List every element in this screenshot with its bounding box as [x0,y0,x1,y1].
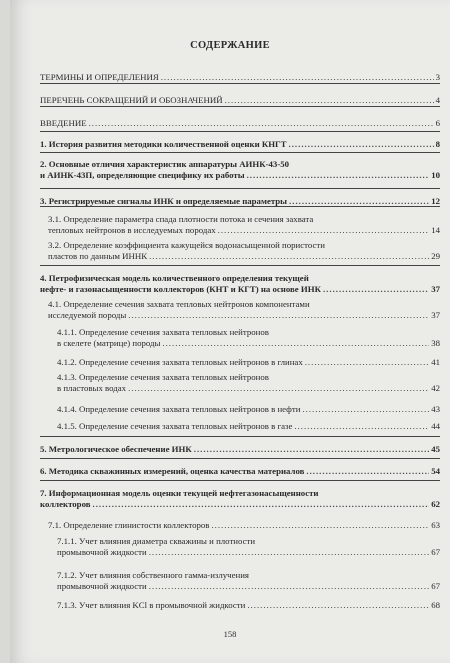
toc-entry [40,159,440,181]
toc-entry-text: 7.1.3. Учет влияния KCl в промывочной жидкости [57,600,246,610]
dot-leader [289,139,434,150]
section-divider [40,152,440,153]
toc-entry-text: 6. Методика скважинных измерений, оценка качества материалов [40,466,305,476]
toc-entry [48,240,440,262]
dot-leader [162,338,429,349]
toc-entry-text: 3.2. Определение коэффициента кажущейся водонасыщенной пористости [48,240,325,250]
toc-entry-text: 3. Регистрируемые сигналы ИНК и определяемые параметры [40,196,288,206]
toc-entry [40,139,440,150]
toc-page-number: 43 [431,404,440,414]
toc-entry-text: и АИНК-43П, определяющие специфику их работы [40,170,245,180]
toc-entry [57,372,440,394]
toc-page-number: 38 [431,338,440,348]
toc-page-number: 37 [431,310,440,320]
toc-page-number: 14 [431,225,440,235]
toc-entry [40,466,440,477]
toc-page-number: 62 [431,499,440,509]
toc-page-number: 10 [431,170,440,180]
dot-leader [294,421,429,432]
dot-leader [305,357,429,368]
toc-entry-text: 4.1.5. Определение сечения захвата тепловых нейтронов в газе [57,421,293,431]
toc-page-number: 41 [431,357,440,367]
toc-entry-text: 1. История развития методики количественной оценки КНГТ [40,139,287,149]
toc-page-number: 45 [431,444,440,454]
toc-entry [57,570,440,592]
section-divider [40,436,440,437]
toc-entry-text: 7.1.1. Учет влияния диаметра скважины и плотности [57,536,256,546]
section-divider [40,265,440,266]
toc-entry-text: ВВЕДЕНИЕ [40,118,87,128]
dot-leader [149,581,430,592]
toc-entry [57,404,440,415]
dot-leader [93,499,430,510]
toc-entry-text: в пластовых водах [57,383,127,393]
toc-entry-text: 4.1.1. Определение сечения захвата тепловых нейтронов [57,327,269,337]
section-divider [40,83,440,84]
toc-entry-text: 7.1. Определение глинистости коллекторов [48,520,210,530]
dot-leader [149,251,429,262]
toc-entry-text: промывочной жидкости [57,581,147,591]
toc-entry-text: тепловых нейтронов в исследуемых породах [48,225,216,235]
toc-entry-text: пластов по данным ИННК [48,251,148,261]
dot-leader [89,118,434,129]
dot-leader [247,170,430,181]
toc-entry-text: коллекторов [40,499,91,509]
toc-entry-text: нефте- и газонасыщенности коллекторов (КНТ и КГТ) на основе ИНК [40,284,321,294]
toc-page-number: 68 [431,600,440,610]
dot-leader [247,600,429,611]
toc-entry-text: ТЕРМИНЫ И ОПРЕДЕЛЕНИЯ [40,72,159,82]
toc-entry-text: 4.1. Определение сечения захвата тепловых нейтронов компонентами [48,299,310,309]
toc-entry [40,95,440,106]
section-divider [40,458,440,459]
toc-entry-text: 4. Петрофизическая модель количественного определения текущей [40,273,309,283]
dot-leader [128,310,429,321]
toc-entry-text: ПЕРЕЧЕНЬ СОКРАЩЕНИЙ И ОБОЗНАЧЕНИЙ [40,95,223,105]
toc-entry [40,444,440,455]
toc-entry-text: промывочной жидкости [57,547,147,557]
toc-entry-text: 4.1.4. Определение сечения захвата тепловых нейтронов в нефти [57,404,301,414]
toc-entry [57,600,440,611]
toc-entry [57,327,440,349]
toc-page-number: 54 [431,466,440,476]
section-divider [40,480,440,481]
page-number: 158 [223,629,237,639]
toc-entry-text: исследуемой породы [48,310,127,320]
toc-entry [57,421,440,432]
toc-page-number: 3 [435,72,440,82]
section-divider [40,106,440,107]
toc-entry-text: 7.1.2. Учет влияния собственного гамма-излучения [57,570,249,580]
book-page [10,0,450,663]
section-divider [40,206,440,207]
section-divider [40,188,440,189]
toc-page-number: 44 [431,421,440,431]
toc-page-number: 4 [435,95,440,105]
toc-entry-text: в скелете (матрице) породы [57,338,161,348]
dot-leader [306,466,429,477]
toc-entry [57,357,440,368]
dot-leader [149,547,430,558]
toc-entry [57,536,440,558]
dot-leader [194,444,429,455]
toc-entry [48,520,440,531]
toc-entry [40,72,440,83]
page-title: СОДЕРЖАНИЕ [190,40,270,51]
dot-leader [302,404,429,415]
toc-page-number: 63 [431,520,440,530]
toc-page-number: 8 [435,139,440,149]
toc-page-number: 67 [431,547,440,557]
toc-page-number: 6 [435,118,440,128]
toc-entry [48,214,440,236]
toc-page-number: 29 [431,251,440,261]
toc-page-number: 67 [431,581,440,591]
dot-leader [323,284,429,295]
toc-entry-text: 4.1.3. Определение сечения захвата тепловых нейтронов [57,372,269,382]
toc-entry-text: 5. Метрологическое обеспечение ИНК [40,444,192,454]
toc-page-number: 37 [431,284,440,294]
dot-leader [218,225,430,236]
toc-entry-text: 4.1.2. Определение сечения захвата тепловых нейтронов в глинах [57,357,303,367]
dot-leader [161,72,434,83]
toc-entry [48,299,440,321]
toc-page-number: 42 [431,383,440,393]
toc-entry-text: 3.1. Определение параметра спада плотности потока и сечения захвата [48,214,314,224]
dot-leader [225,95,434,106]
section-divider [40,131,440,132]
toc-entry-text: 2. Основные отличия характеристик аппаратуры АИНК-43-50 [40,159,290,169]
toc-entry [40,488,440,510]
toc-entry-text: 7. Информационная модель оценки текущей нефтегазонасыщенности [40,488,319,498]
toc-page-number: 12 [431,196,440,206]
bleed-through-text [70,10,430,44]
dot-leader [128,383,429,394]
dot-leader [211,520,429,531]
toc-entry [40,118,440,129]
toc-entry [40,273,440,295]
